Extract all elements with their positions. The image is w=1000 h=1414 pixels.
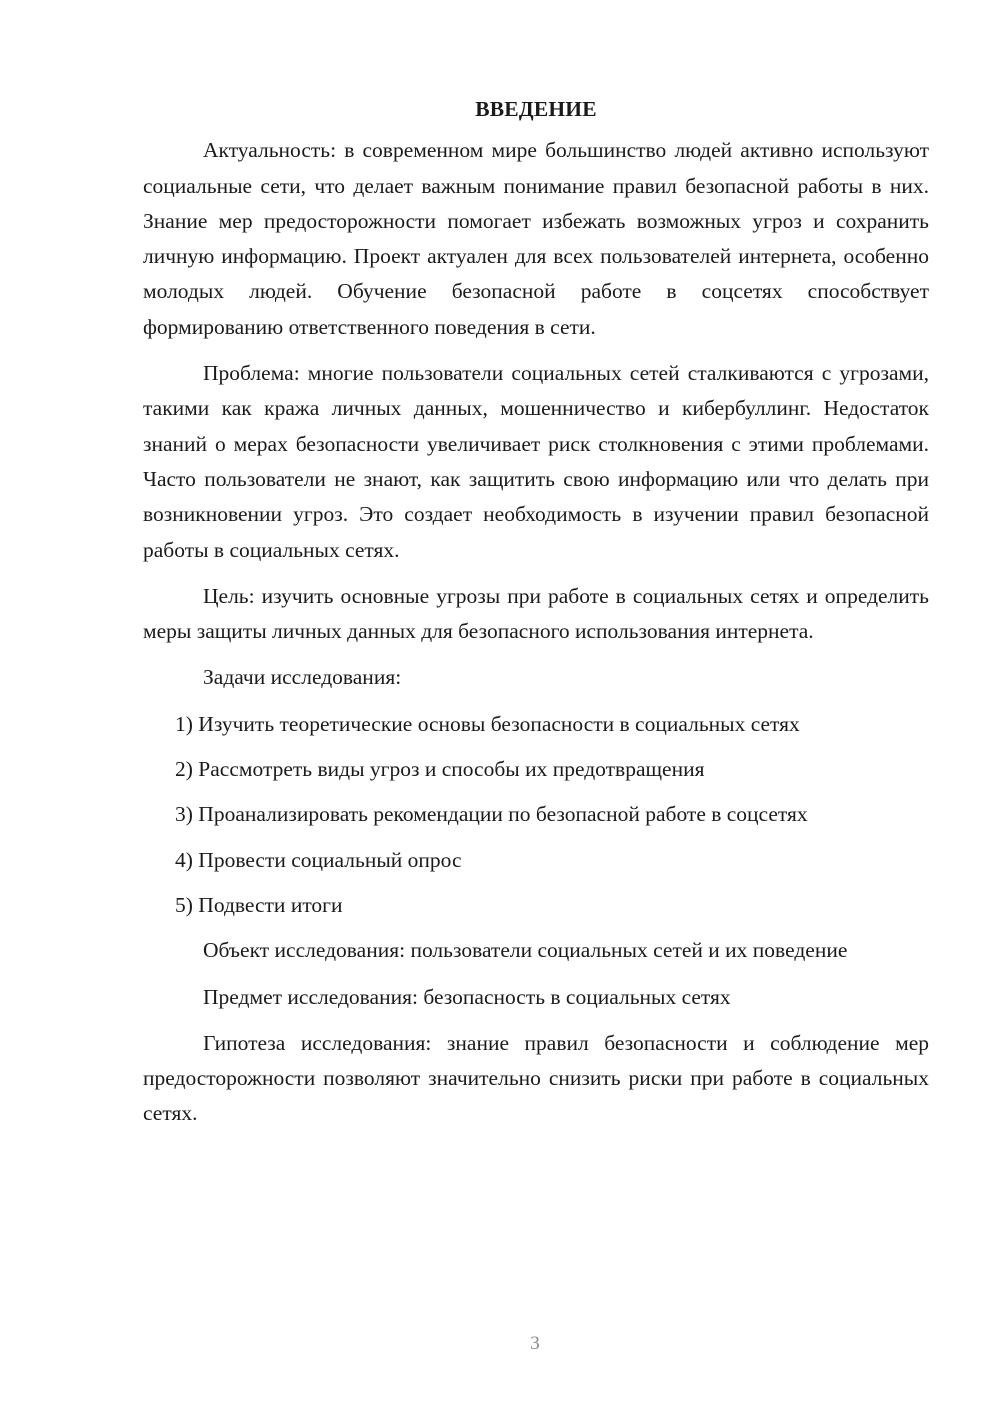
list-item — [143, 888, 929, 923]
list-item-text: Изучить теоретические основы безопасности в социальных сетях — [198, 711, 800, 736]
list-item — [143, 707, 929, 742]
list-item-text: Провести социальный опрос — [198, 847, 462, 872]
tasks-title: Задачи исследования: — [203, 665, 402, 690]
list-item-number: 4) — [175, 847, 193, 872]
list-item — [143, 797, 929, 832]
document-page — [143, 92, 929, 1143]
list-item-number: 2) — [175, 757, 193, 782]
relevance-paragraph: Актуальность: в современном мире большинство людей активно используют социальные сети, что делает важным понимание правил безопасной работы в них. Знание мер предосторожности помогает избежать возможных угроз и сохранить личную информацию. Проект актуален для всех пользователей интернета, особенно молодых людей. Обучение безопасной работе в соцсетях способствует формированию ответственного поведения в сети. — [143, 138, 929, 339]
list-item-text: Подвести итоги — [198, 892, 343, 917]
list-item — [143, 752, 929, 787]
list-item-number: 1) — [175, 711, 193, 736]
hypothesis-paragraph: Гипотеза исследования: знание правил безопасности и соблюдение мер предосторожности позволяют значительно снизить риски при работе в социальных сетях. — [143, 1030, 929, 1126]
list-item — [143, 843, 929, 878]
list-item-number: 3) — [175, 802, 193, 827]
list-item-text: Проанализировать рекомендации по безопасной работе в соцсетях — [198, 802, 808, 827]
problem-paragraph: Проблема: многие пользователи социальных сетей сталкиваются с угрозами, такими как кража личных данных, мошенничество и кибербуллинг. Недостаток знаний о мерах безопасности увеличивает риск столкновения с этими проблемами. Часто пользователи не знают, как защитить свою информацию или что делать при возникновении угроз. Это создает необходимость в изучении правил безопасной работы в социальных сетях. — [143, 361, 929, 562]
object-paragraph: Объект исследования: пользователи социальных сетей и их поведение — [203, 938, 848, 963]
subject-paragraph: Предмет исследования: безопасность в социальных сетях — [203, 984, 731, 1009]
page-number: 3 — [530, 1333, 540, 1354]
list-item-text: Рассмотреть виды угроз и способы их предотвращения — [198, 757, 705, 782]
tasks-list — [143, 707, 929, 923]
list-item-number: 5) — [175, 892, 193, 917]
goal-paragraph: Цель: изучить основные угрозы при работе в социальных сетях и определить меры защиты личных данных для безопасного использования интернета. — [143, 583, 929, 644]
page-heading: ВВЕДЕНИЕ — [475, 97, 597, 121]
